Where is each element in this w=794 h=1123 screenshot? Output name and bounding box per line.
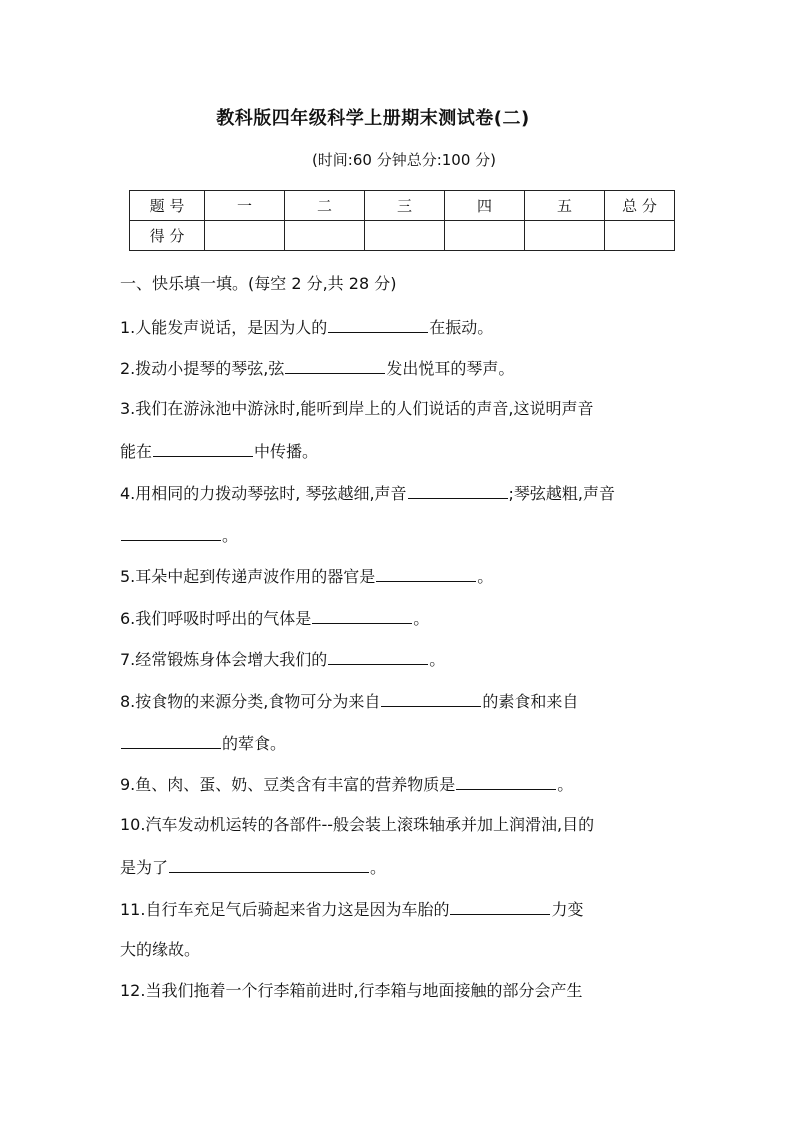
question-text: 。 xyxy=(429,650,446,669)
score-cell[interactable] xyxy=(285,221,365,251)
question-4-line1 xyxy=(120,482,615,504)
question-text: 。 xyxy=(370,858,387,877)
answer-blank[interactable] xyxy=(381,690,481,707)
section-heading: 一、快乐填一填。(每空 2 分,共 28 分) xyxy=(120,274,397,293)
question-text: 6.我们呼吸时呼出的气体是 xyxy=(120,609,312,628)
score-cell[interactable] xyxy=(525,221,605,251)
answer-blank[interactable] xyxy=(121,524,221,541)
answer-blank[interactable] xyxy=(121,732,221,749)
exam-title xyxy=(0,104,794,130)
question-text: 是为了 xyxy=(120,858,169,877)
question-text: 的荤食。 xyxy=(222,734,287,753)
question-5 xyxy=(120,565,493,587)
score-table xyxy=(129,190,675,251)
question-text: 8.按食物的来源分类,食物可分为来自 xyxy=(120,692,381,711)
question-text: 。 xyxy=(222,526,239,545)
header-cell: 题 号 xyxy=(130,191,205,221)
question-text: 能在 xyxy=(120,442,153,461)
question-8-line2 xyxy=(120,732,286,754)
question-10-line2 xyxy=(120,856,386,878)
exam-subtitle-text: (时间:60 分钟总分:100 分) xyxy=(311,151,497,169)
score-label-cell: 得 分 xyxy=(130,221,205,251)
header-cell: 二 xyxy=(285,191,365,221)
answer-blank[interactable] xyxy=(153,440,253,457)
answer-blank[interactable] xyxy=(456,773,556,790)
exam-title-text: 教科版四年级科学上册期末测试卷(二) xyxy=(216,108,530,129)
question-9 xyxy=(120,773,573,795)
question-12-line1: 12.当我们拖着一个行李箱前进时,行李箱与地面接触的部分会产生 xyxy=(120,981,583,1000)
question-text: 。 xyxy=(477,567,494,586)
question-text: 9.鱼、肉、蛋、奶、豆类含有丰富的营养物质是 xyxy=(120,775,456,794)
question-text: 。 xyxy=(557,775,574,794)
answer-blank[interactable] xyxy=(169,856,369,873)
answer-blank[interactable] xyxy=(328,648,428,665)
answer-blank[interactable] xyxy=(376,565,476,582)
header-cell: 四 xyxy=(445,191,525,221)
question-text: 11.自行车充足气后骑起来省力这是因为车胎的 xyxy=(120,900,450,919)
answer-blank[interactable] xyxy=(328,316,428,333)
question-2 xyxy=(120,357,514,379)
question-6 xyxy=(120,607,429,629)
score-cell[interactable] xyxy=(205,221,285,251)
question-text: 力变 xyxy=(551,900,584,919)
question-text: 7.经常锻炼身体会增大我们的 xyxy=(120,650,328,669)
score-cell[interactable] xyxy=(445,221,525,251)
question-text: 中传播。 xyxy=(254,442,319,461)
question-text: ;琴弦越粗,声音 xyxy=(508,484,616,503)
question-text: 。 xyxy=(413,609,430,628)
exam-subtitle xyxy=(0,149,794,170)
answer-blank[interactable] xyxy=(285,357,385,374)
answer-blank[interactable] xyxy=(408,482,508,499)
question-4-line2 xyxy=(120,524,238,546)
question-7 xyxy=(120,648,445,670)
answer-blank[interactable] xyxy=(450,898,550,915)
question-text: 的素食和来自 xyxy=(482,692,579,711)
question-11-line1 xyxy=(120,898,583,920)
question-text: 4.用相同的力拨动琴弦时, 琴弦越细,声音 xyxy=(120,484,407,503)
question-text: 发出悦耳的琴声。 xyxy=(386,359,515,378)
score-cell[interactable] xyxy=(365,221,445,251)
header-cell: 五 xyxy=(525,191,605,221)
score-table-header-row xyxy=(130,191,675,221)
score-cell[interactable] xyxy=(605,221,675,251)
header-cell: 总 分 xyxy=(605,191,675,221)
answer-blank[interactable] xyxy=(312,607,412,624)
question-text: 2.拨动小提琴的琴弦,弦 xyxy=(120,359,285,378)
question-8-line1 xyxy=(120,690,578,712)
header-cell: 一 xyxy=(205,191,285,221)
question-3-line2 xyxy=(120,440,318,462)
question-11-line2: 大的缘故。 xyxy=(120,940,201,959)
header-cell: 三 xyxy=(365,191,445,221)
question-text: 在振动。 xyxy=(429,318,494,337)
question-1 xyxy=(120,316,493,338)
question-10-line1: 10.汽车发动机运转的各部件--般会装上滚珠轴承并加上润滑油,目的 xyxy=(120,815,595,834)
question-3-line1: 3.我们在游泳池中游泳时,能听到岸上的人们说话的声音,这说明声音 xyxy=(120,399,594,418)
question-text: 1.人能发声说话，是因为人的 xyxy=(120,318,328,337)
question-text: 5.耳朵中起到传递声波作用的器官是 xyxy=(120,567,376,586)
score-table-score-row xyxy=(130,221,675,251)
